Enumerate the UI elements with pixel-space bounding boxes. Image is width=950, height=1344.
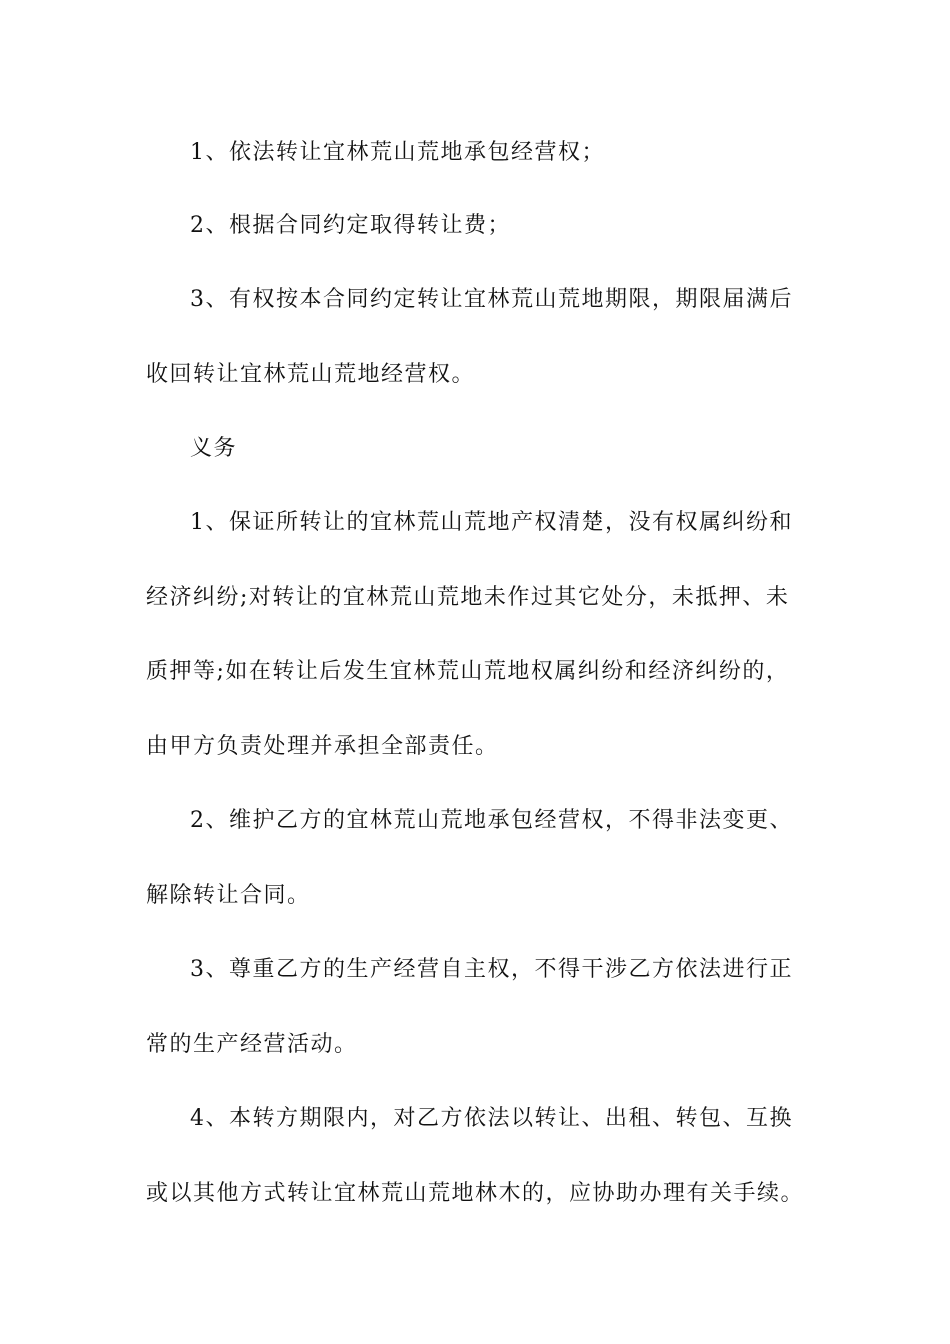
right-item-1: 1、依法转让宜林荒山荒地承包经营权； xyxy=(190,140,605,165)
obligation-3-line-2: 常的生产经营活动。 xyxy=(146,1032,358,1057)
obligation-2-line-1: 2、维护乙方的宜林荒山荒地承包经营权，不得非法变更、 xyxy=(190,808,793,833)
obligation-3-line-1: 3、尊重乙方的生产经营自主权，不得干涉乙方依法进行正 xyxy=(190,957,793,982)
obligation-2-line-2: 解除转让合同。 xyxy=(146,883,311,908)
right-item-3-line-1: 3、有权按本合同约定转让宜林荒山荒地期限，期限届满后 xyxy=(190,287,793,312)
right-item-3-line-2: 收回转让宜林荒山荒地经营权。 xyxy=(146,362,476,387)
obligation-4-line-2: 或以其他方式转让宜林荒山荒地林木的，应协助办理有关手续。 xyxy=(146,1181,805,1206)
obligation-1-line-1: 1、保证所转让的宜林荒山荒地产权清楚，没有权属纠纷和 xyxy=(190,510,793,535)
obligations-heading: 义务 xyxy=(190,436,238,461)
right-item-2: 2、根据合同约定取得转让费； xyxy=(190,213,511,238)
obligation-1-line-3: 质押等;如在转让后发生宜林荒山荒地权属纠纷和经济纠纷的， xyxy=(146,659,790,684)
obligation-4-line-1: 4、本转方期限内，对乙方依法以转让、出租、转包、互换 xyxy=(190,1106,793,1131)
obligation-1-line-2: 经济纠纷;对转让的宜林荒山荒地未作过其它处分，未抵押、未 xyxy=(146,585,790,610)
obligation-1-line-4: 由甲方负责处理并承担全部责任。 xyxy=(146,734,499,759)
